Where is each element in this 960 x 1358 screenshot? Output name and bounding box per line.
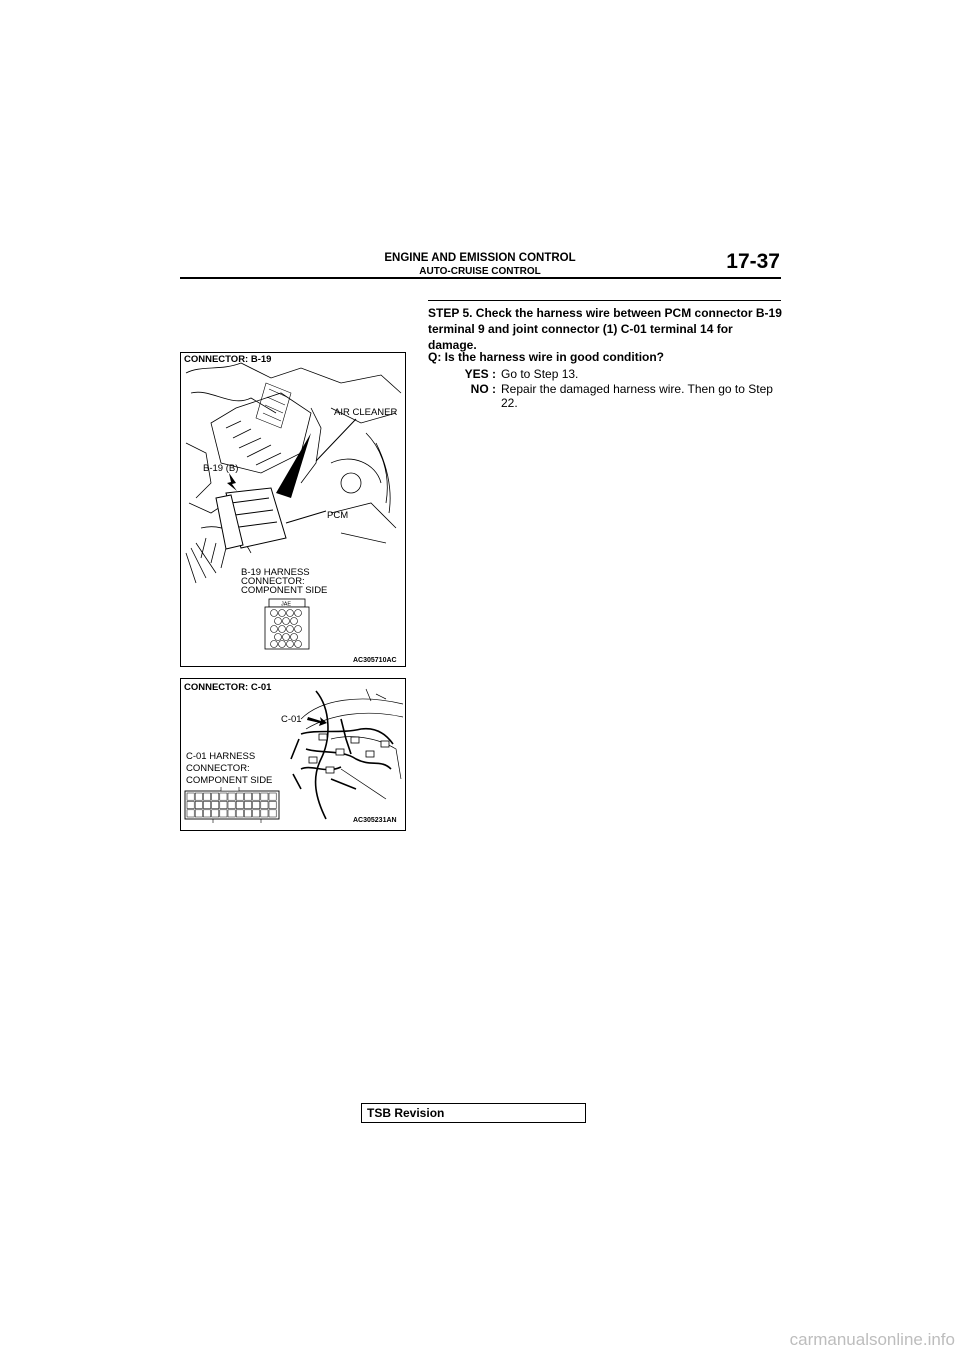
c01-pin-cell — [244, 810, 251, 817]
c01-pin-cell — [269, 810, 276, 817]
label-b19-harness-3: COMPONENT SIDE — [241, 585, 328, 596]
c01-pin-cell — [236, 793, 243, 800]
watermark: carmanualsonline.info — [789, 1330, 955, 1349]
c01-pin-cell — [261, 801, 268, 808]
label-c01-harness-1: C-01 HARNESS — [186, 751, 256, 762]
section-title: ENGINE AND EMISSION CONTROL — [384, 252, 576, 264]
c01-pin-cell — [220, 810, 227, 817]
label-b19-b: B-19 (B) — [203, 463, 239, 474]
step-question: Q: Is the harness wire in good condition? — [428, 350, 665, 364]
c01-pin-cell — [203, 810, 210, 817]
label-pcm: PCM — [327, 510, 349, 521]
label-b19-harness-1: B-19 HARNESS — [241, 567, 310, 578]
c01-pin-cell — [253, 810, 260, 817]
step-rule — [428, 300, 781, 301]
c01-pin-cell — [236, 801, 243, 808]
c01-pin-cell — [212, 801, 219, 808]
label-c01-harness-3: COMPONENT SIDE — [186, 775, 273, 786]
c01-pin-cell — [253, 793, 260, 800]
connector-tag-jae: JAE — [281, 601, 292, 608]
tsb-revision-label: TSB Revision — [367, 1106, 445, 1120]
c01-pin-cell — [212, 793, 219, 800]
figure-connector-c01 — [180, 678, 406, 831]
figure-b19-drawing — [181, 353, 405, 666]
figure-c01-drawing — [181, 679, 405, 830]
c01-pin-grid — [187, 793, 276, 817]
c01-pin-cell — [269, 793, 276, 800]
answer-yes-text: Go to Step 13. — [501, 367, 579, 381]
header-rule — [180, 277, 781, 279]
c01-pin-cell — [195, 801, 202, 808]
figure-connector-b19 — [180, 352, 406, 667]
step-heading: STEP 5. Check the harness wire between PCM connector B-19 terminal 9 and joint connector (1) C-01 terminal 14 for damage. — [428, 306, 782, 352]
answer-no — [428, 382, 784, 412]
page-number: 17-37 — [726, 250, 780, 273]
c01-pin-cell — [244, 793, 251, 800]
answer-yes — [428, 367, 784, 381]
c01-pin-cell — [269, 801, 276, 808]
figure-c01-code: AC305231AN — [353, 817, 397, 824]
answer-no-key: NO : — [470, 382, 496, 396]
c01-pin-cell — [220, 793, 227, 800]
c01-pin-cell — [203, 793, 210, 800]
label-c01: C-01 — [281, 714, 302, 725]
b19-connector-face — [265, 599, 309, 649]
c01-pin-cell — [236, 810, 243, 817]
c01-pin-cell — [228, 810, 235, 817]
c01-pin-cell — [187, 810, 194, 817]
label-c01-harness-2: CONNECTOR: — [186, 763, 250, 774]
label-b19-harness-2: CONNECTOR: — [241, 576, 305, 587]
c01-pin-cell — [195, 810, 202, 817]
c01-pin-cell — [195, 793, 202, 800]
figure-c01-title: CONNECTOR: C-01 — [184, 682, 272, 693]
answer-no-text: Repair the damaged harness wire. Then go to Step 22. — [501, 382, 773, 410]
c01-pin-cell — [253, 801, 260, 808]
label-air-cleaner: AIR CLEANER — [334, 407, 398, 418]
answer-yes-key: YES : — [464, 367, 496, 381]
c01-pin-cell — [203, 801, 210, 808]
c01-pin-cell — [228, 793, 235, 800]
c01-pin-cell — [187, 793, 194, 800]
c01-pin-cell — [220, 801, 227, 808]
c01-pin-cell — [244, 801, 251, 808]
c01-pin-cell — [261, 810, 268, 817]
c01-pin-cell — [261, 793, 268, 800]
figure-b19-code: AC305710AC — [353, 657, 397, 664]
c01-pin-cell — [187, 801, 194, 808]
section-subtitle: AUTO-CRUISE CONTROL — [419, 266, 541, 277]
c01-pin-cell — [212, 810, 219, 817]
figure-b19-title: CONNECTOR: B-19 — [184, 354, 272, 365]
c01-pin-cell — [228, 801, 235, 808]
